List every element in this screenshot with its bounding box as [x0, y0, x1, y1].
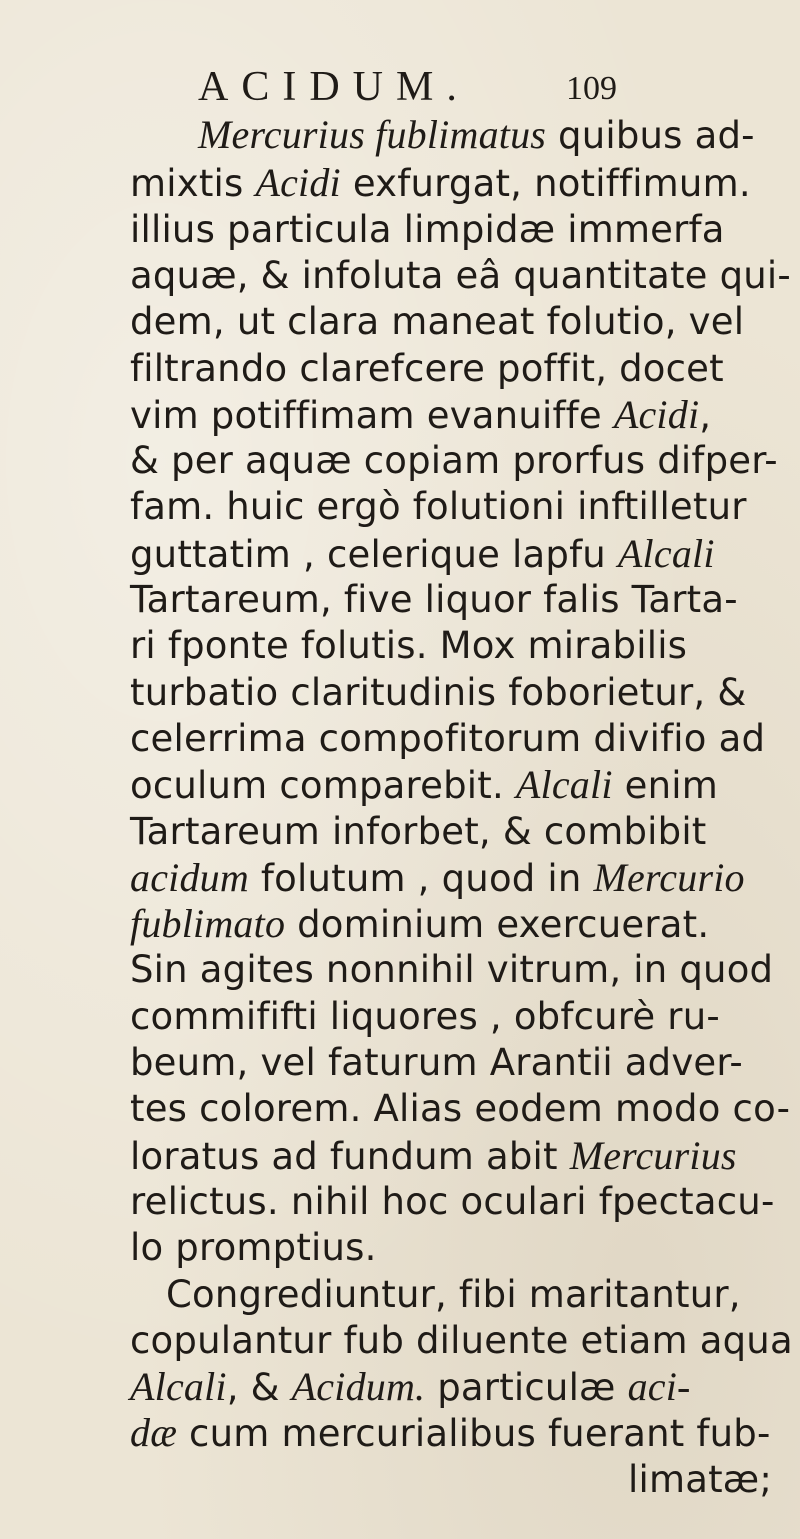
text-segment: cum mercurialibus fuerant fub-: [177, 1412, 771, 1456]
text-line: [198, 110, 755, 159]
text-segment: fam. huic ergò folutioni inftilletur: [130, 485, 747, 529]
page-header: [0, 62, 800, 112]
text-segment: dem, ut clara maneat folutio, vel: [130, 300, 745, 344]
text-line: [130, 1131, 737, 1180]
text-segment: loratus ad fundum abit: [130, 1134, 570, 1178]
text-line: [130, 807, 707, 856]
text-segment: ri fponte folutis. Mox mirabilis: [130, 624, 688, 668]
text-line: [130, 1362, 691, 1411]
text-line: [130, 390, 711, 439]
text-segment: Congrediuntur, fibi maritantur,: [166, 1272, 741, 1316]
text-segment: tes colorem. Alias eodem modo co-: [130, 1087, 791, 1131]
text-line: [130, 529, 715, 578]
text-line: [628, 1455, 772, 1504]
italic-text: dæ: [130, 1410, 178, 1456]
text-segment: guttatim , celerique lapfu: [130, 532, 618, 576]
text-line: [166, 1270, 741, 1319]
text-line: [130, 575, 738, 624]
text-line: [130, 1038, 743, 1087]
italic-text: Acidi: [255, 160, 341, 206]
text-segment: lo promptius.: [130, 1226, 377, 1270]
text-line: [130, 205, 725, 254]
text-segment: limatæ;: [628, 1457, 772, 1501]
italic-text: Mercurius: [569, 1132, 737, 1178]
text-segment: celerrima compofitorum divifio ad: [130, 716, 766, 760]
text-line: [130, 760, 718, 809]
text-segment: relictus. nihil hoc oculari fpectacu-: [130, 1179, 775, 1223]
text-segment: dominium exercuerat.: [285, 903, 710, 947]
text-segment: ,: [699, 393, 712, 437]
text-line: [130, 297, 744, 346]
text-segment: folutum , quod in: [248, 856, 594, 900]
text-segment: filtrando clarefcere poffit, docet: [130, 346, 724, 390]
text-segment: exfurgat, notiffimum.: [340, 162, 751, 206]
text-line: [130, 853, 745, 902]
italic-text: Mercurius fublimatus: [198, 112, 547, 157]
italic-text: fublimato: [130, 901, 286, 947]
text-segment: commififti liquores , obfcurè ru-: [130, 994, 720, 1038]
text-segment: quibus ad-: [546, 114, 755, 157]
text-line: [130, 1408, 771, 1457]
text-line: [130, 1177, 775, 1226]
text-segment: & per aquæ copiam prorfus difper-: [130, 439, 778, 483]
text-line: [130, 945, 773, 994]
text-segment: mixtis: [130, 162, 256, 206]
italic-text: acidum: [130, 854, 249, 900]
running-head: ACIDUM.: [198, 64, 470, 110]
text-segment: Tartareum inforbet, & combibit: [130, 809, 707, 853]
text-line: [130, 668, 746, 717]
text-segment: beum, vel faturum Arantii adver-: [130, 1041, 743, 1084]
italic-text: Alcali: [515, 762, 613, 808]
italic-text: Alcali: [130, 1364, 227, 1410]
text-segment: enim: [612, 764, 718, 808]
italic-text: aci-: [627, 1364, 691, 1410]
italic-text: Acidi: [613, 391, 700, 437]
text-line: [130, 621, 687, 670]
text-segment: Tartareum, five liquor falis Tarta-: [130, 578, 738, 621]
italic-text: Mercurio: [593, 854, 745, 900]
text-segment: , &: [226, 1366, 292, 1410]
text-segment: copulantur fub diluente etiam aqua: [130, 1318, 793, 1362]
text-line: [130, 1084, 790, 1133]
text-line: [130, 992, 720, 1041]
text-segment: particulæ: [425, 1366, 628, 1410]
text-line: [130, 1316, 793, 1365]
text-line: [130, 251, 791, 300]
text-line: [130, 436, 778, 485]
text-segment: turbatio claritudinis foborietur, &: [130, 670, 747, 714]
text-line: [130, 482, 747, 531]
text-line: [130, 714, 765, 763]
text-segment: oculum comparebit.: [130, 764, 516, 808]
text-segment: illius particula limpidæ immerfa: [130, 207, 725, 251]
text-segment: Sin agites nonnihil vitrum, in quod: [130, 948, 774, 992]
text-line: [130, 158, 751, 207]
text-line: [130, 1223, 377, 1272]
italic-text: Alcali: [617, 530, 715, 576]
text-line: [130, 344, 724, 393]
text-segment: vim potiffimam evanuiffe: [130, 393, 614, 437]
page-number: 109: [566, 70, 617, 107]
italic-text: Acidum.: [291, 1364, 426, 1410]
text-segment: aquæ, & infoluta eâ quantitate qui-: [130, 253, 791, 297]
text-line: [130, 899, 709, 948]
